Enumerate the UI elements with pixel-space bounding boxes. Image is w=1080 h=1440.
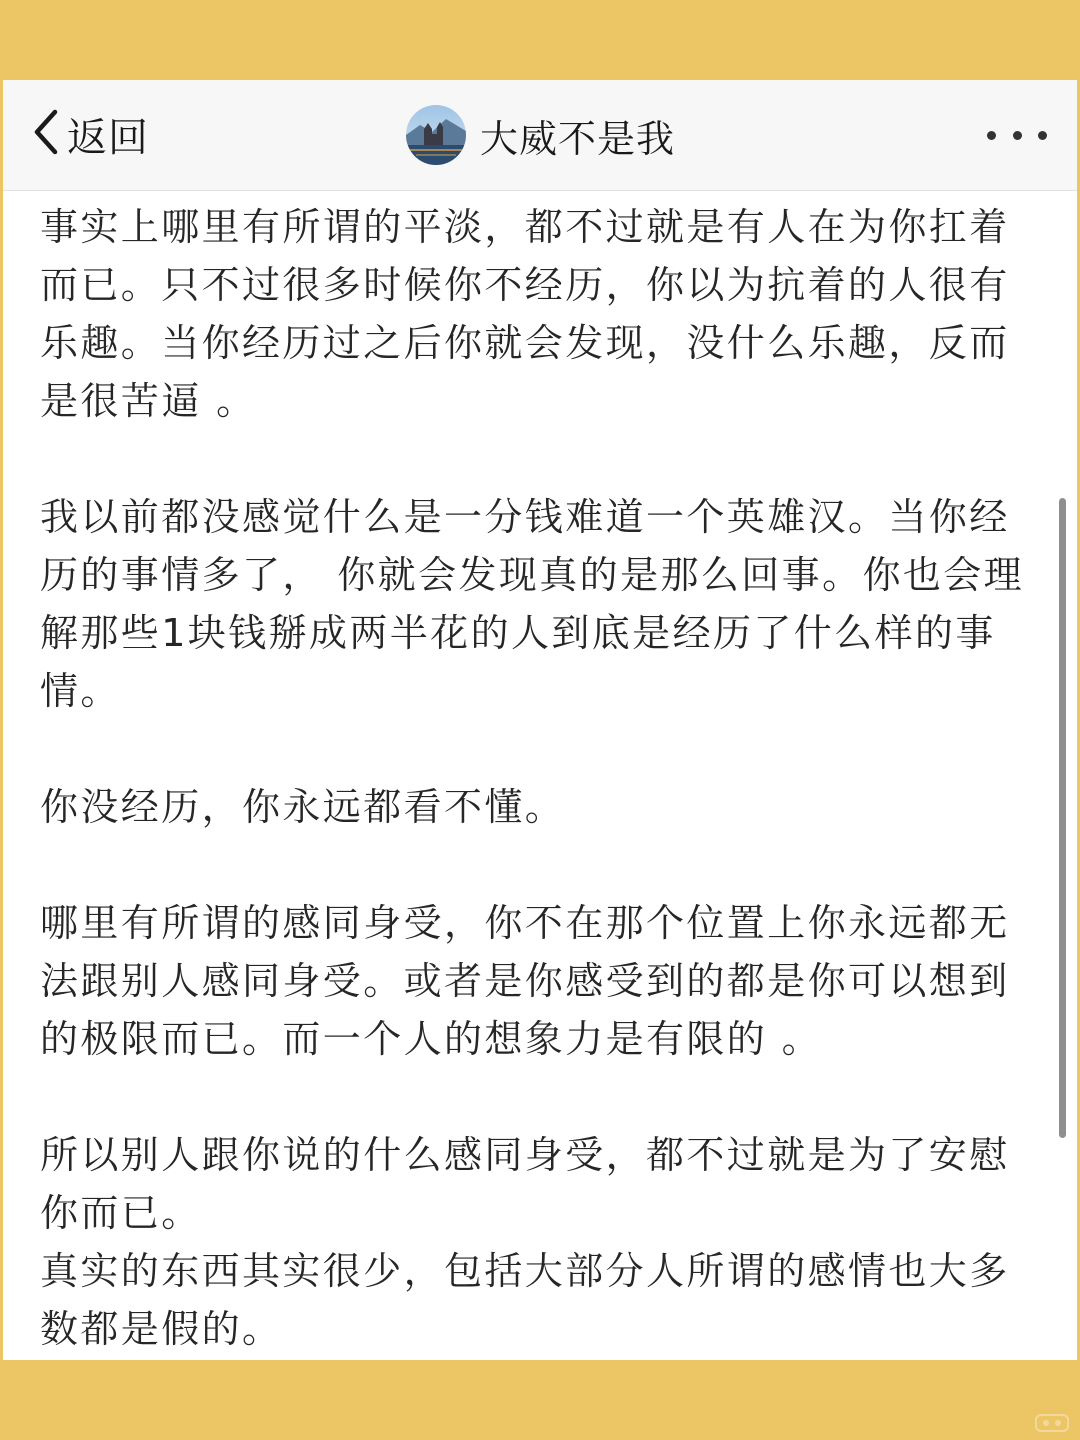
back-button[interactable] [31,106,149,162]
watermark-icon [1035,1413,1069,1433]
paragraph-1: 事实上哪里有所谓的平淡，都不过就是有人在为你扛着而已。只不过很多时候你不经历，你以为抗着的人很有乐趣。当你经历过之后你就会发现，没什么乐趣，反而是很苦逼 。 [40,205,1010,423]
paragraph-2: 我以前都没感觉什么是一分钱难道一个英雄汉。当你经历的事情多了， 你就会发现真的是那么回事。你也会理解那些1块钱掰成两半花的人到底是经历了什么样的事情。 [40,495,1025,713]
paragraph-gap [40,1068,1040,1126]
post-card [3,80,1077,1360]
author-name[interactable]: 大威不是我 [480,116,676,161]
avatar[interactable] [406,105,466,165]
paragraph-gap [40,720,1040,778]
paragraph-gap [40,836,1040,894]
paragraph-3: 你没经历，你永远都看不懂。 [40,785,566,829]
chevron-left-icon [31,108,61,160]
profile-header[interactable] [406,104,675,166]
more-dot [987,131,996,140]
post-body [40,198,1040,1358]
more-dot [1013,131,1022,140]
paragraph-4: 哪里有所谓的感同身受，你不在那个位置上你永远都无法跟别人感同身受。或者是你感受到的都是你可以想到的极限而已。而一个人的想象力是有限的 。 [40,901,1010,1061]
back-label: 返回 [67,114,149,161]
more-dots-icon[interactable] [987,120,1047,150]
nav-bar [3,80,1077,191]
scrollbar[interactable] [1059,498,1066,1138]
more-dot [1038,131,1047,140]
paragraph-5: 所以别人跟你说的什么感同身受，都不过就是为了安慰你而已。 [40,1133,1010,1235]
paragraph-gap [40,430,1040,488]
paragraph-6: 真实的东西其实很少，包括大部分人所谓的感情也大多数都是假的。 [40,1249,1010,1351]
